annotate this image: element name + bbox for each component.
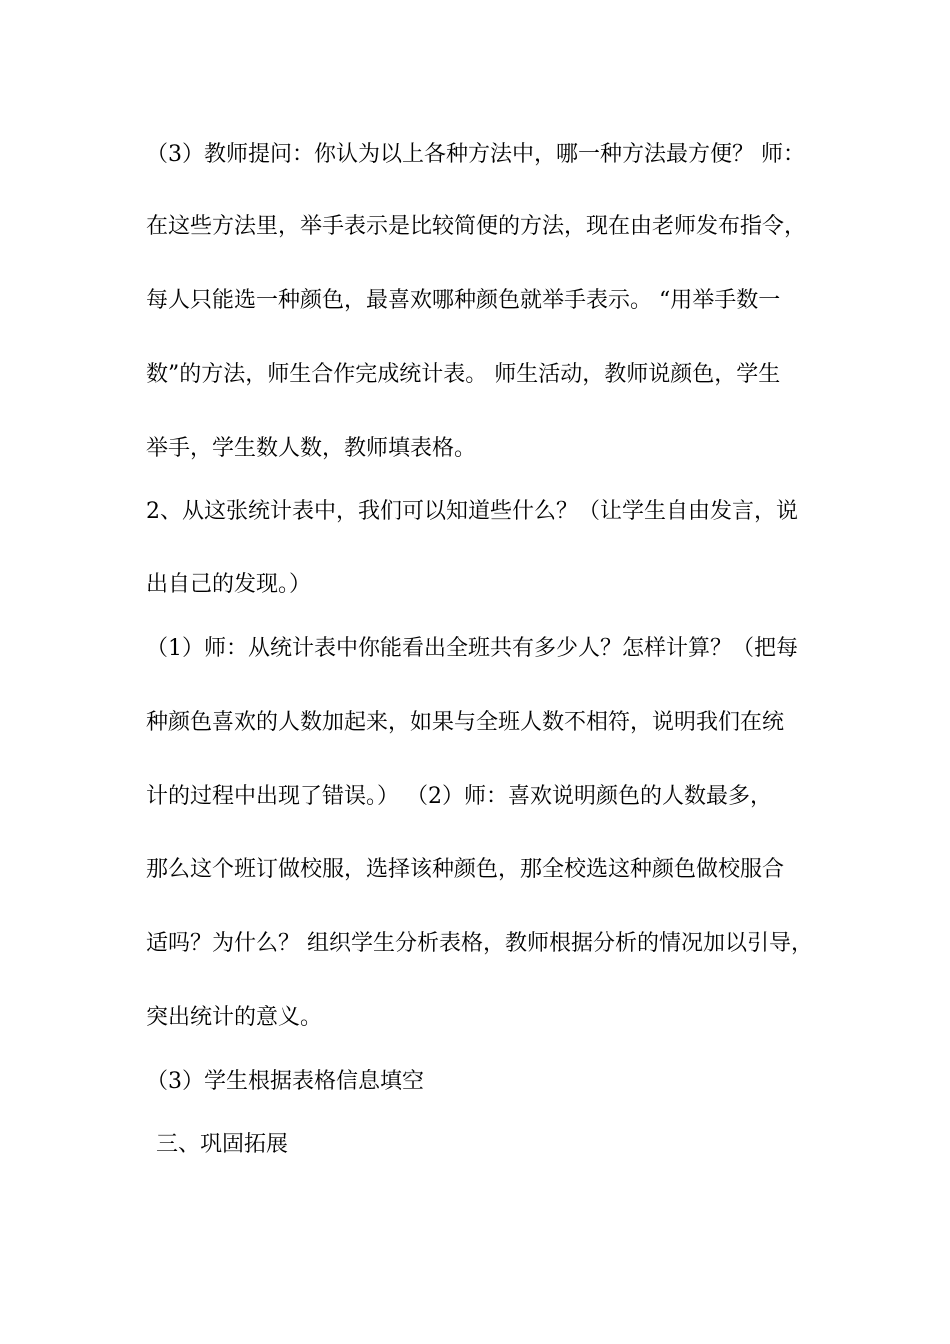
paragraph-line: （3）学生根据表格信息填空 (146, 1069, 424, 1094)
paragraph-line: （3）教师提问：你认为以上各种方法中，哪一种方法最方便？ 师： (146, 142, 805, 167)
paragraph-line: 2、从这张统计表中，我们可以知道些什么？（让学生自由发言，说 (146, 499, 798, 524)
paragraph-line: 在这些方法里，举手表示是比较简便的方法，现在由老师发布指令， (146, 214, 807, 239)
paragraph-line: 种颜色喜欢的人数加起来，如果与全班人数不相符，说明我们在统 (146, 710, 785, 735)
paragraph-line: 每人只能选一种颜色，最喜欢哪种颜色就举手表示。 “用举手数一 (146, 288, 781, 313)
paragraph-line: （1）师：从统计表中你能看出全班共有多少人？怎样计算？（把每 (146, 636, 798, 661)
paragraph-line: 计的过程中出现了错误。） （2）师：喜欢说明颜色的人数最多， (146, 784, 772, 809)
paragraph-line: 那么这个班订做校服，选择该种颜色，那全校选这种颜色做校服合 (146, 857, 785, 882)
paragraph-line: 数”的方法，师生合作完成统计表。 师生活动，教师说颜色，学生 (146, 362, 781, 387)
paragraph-line: 出自己的发现。） (146, 572, 312, 597)
paragraph-line: 适吗？为什么？ 组织学生分析表格，教师根据分析的情况加以引导， (146, 931, 813, 956)
paragraph-line: 突出统计的意义。 (146, 1005, 323, 1030)
section-heading: 三、巩固拓展 (156, 1132, 289, 1157)
paragraph-line: 举手，学生数人数，教师填表格。 (146, 436, 477, 461)
